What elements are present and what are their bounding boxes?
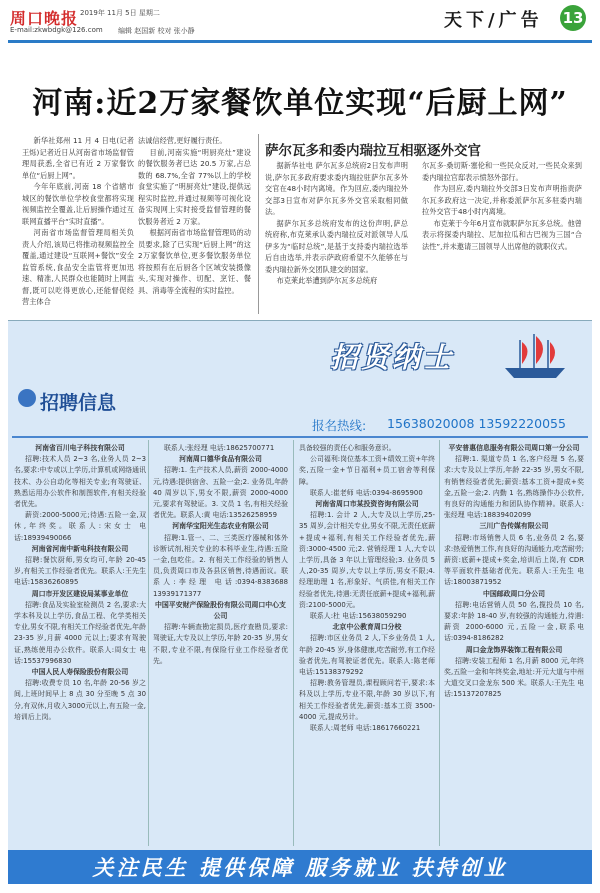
listing-text: 招聘:1. 会计 2 人,大专及以上学历,25-35 周岁,会计相关专业,男女不限,无责任底薪+提成+福利,有相关工作经验者优先,薪资:3000-4500 元;2. 营销经理 1 人,大专以上学历,具备 3 年以上管理经验;3. 业务员 5 人,20-35 周岁,大专以上学历,男女不限;4. 经理助理 1 名,形象好、气质佳,有相关工作经验者优先,待遇:无责任底薪+提成+福利,薪资:2100-5000元。 — [299, 511, 435, 609]
main-headline: 河南:近2万家餐饮单位实现“后厨上网” — [32, 86, 568, 121]
paragraph: 作为回应,委内瑞拉外交部3日发布声明指责萨尔瓦多政府这一决定,并称委派萨尔瓦多驻委内瑞拉外交官于48小时内离境。 — [422, 184, 582, 216]
ad-column1 — [14, 443, 146, 723]
listing-text: 招聘:车辆查勘定损员,医疗查勘员,要求:驾驶证,大专及以上学历,年龄 20-35 岁,男女不限,专业不限,有保险行业工作经验者优先。 — [153, 623, 288, 665]
hotline-label: 报名热线: — [312, 418, 367, 433]
ad-column2 — [153, 443, 288, 667]
company-name: 河南省百川电子科技有限公司 — [35, 444, 125, 452]
listing-text: 招聘:市区业务员 2 人,下乡业务员 1 人,年龄 20-45 岁,身体健康,吃苦耐劳,有工作经验者优先,有驾驶证者优先。联系人:陈老师 电话:15138379292 — [299, 634, 435, 677]
listing-text: 招聘:1. 渠道专员 1 名,客户经理 5 名,要求:大专及以上学历,年龄 22-35 岁,男女不限,有销售经验者优先;薪资:基本工资+提成+奖金,五险一金;2. 内勤 1 名,熟练操作办公软件,有良好的沟通能力和团队协作精神。联系人:张经理 电话:18839402099 — [444, 455, 584, 520]
column-divider — [258, 134, 259, 314]
company-name: 河南周口德华食品有限公司 — [179, 455, 262, 464]
listing-text: 联系人:张经理 电话:18625700771 — [164, 444, 275, 452]
listing-text: 薪资:2000-5000元;待遇:五险一金,双休,年终奖。联系人:宋女士 电话:18939490066 — [14, 511, 146, 542]
listing-text: 招聘:食品及实验室检测员 2 名,要求:大学本科及以上学历,食品工程、化学类相关专业,男女不限,有相关工作经验者优先,年龄 23-35 岁,月薪 4000 元以上;要求有驾驶证,熟练使用办公软件。联系人:周女士 电话:15537996830 — [14, 600, 146, 665]
paragraph: 河南省市场监督管理局相关负责人介绍,该局已将推动视频监控全覆盖,通过建设“互联网+餐饮”安全监管系统,食品安全监管将更加迅速、精准,人民群众也能随时上网监督,既可以吃得更放心,还能督促经营主体合 — [22, 228, 134, 306]
column-divider — [439, 440, 440, 846]
company-name: 中国邮政周口分公司 — [482, 589, 545, 598]
article2-column2 — [422, 160, 582, 252]
paragraph: 尔瓦多·桑切斯·塞伦和一些民众反对,一些民众来到委内瑞拉官邸表示愤怒外部行。 — [422, 161, 582, 182]
listing-text: 招聘:1. 生产技术人员,薪资 2000-4000 元,待遇:提供宿舍、五险一金;2. 业务员,年龄 40 周岁以下,男女不限,薪资 2000-4000 元,要求有驾驶证。3. 文员 1 名,有相关经验者优先。联系人:黄 电话:13526258959 — [153, 466, 288, 520]
listing-text: 联系人:周老师 电话:18617660221 — [310, 724, 421, 733]
sailing-ship-icon — [500, 330, 570, 382]
listing-text: 招聘:收费专员 10 名,年龄 20-56 岁之间,上班时间早上 8 点 30 分至晚 5 点 30 分,有双休,月收入3000元以上,有五险一金,培训后上岗。 — [14, 679, 146, 721]
listing-text: 招聘:安装工程师 1 名,月薪 8000 元,年终奖,五险一金和年终奖金,地址:开元大道与中州大道交叉口金龙东 500 米。联系人:王先生 电话:15137207825 — [444, 656, 584, 699]
paragraph: 据萨尔瓦多总统府发布的这份声明,萨总统府称,布克莱承认委内瑞拉反对派领导人瓜伊多为“临时总统”,是基于支持委内瑞拉选举后自由选举,并表示萨政府希望不久能够在与委内瑞拉新外交团队建交的国家。 — [265, 218, 408, 274]
ad-banner-title: 招贤纳士 — [330, 341, 455, 374]
recruitment-heading: 招聘信息 — [40, 392, 117, 414]
paragraph: 根据河南省市场监督管理局的动员要求,除了已实现“后厨上网”的这2万家餐饮单位,更多餐饮服务单位将按照有在后厨各个区域安装摄像头,实现对操作、切配、烹饪、餐具、消毒等全流程的实时监控。 — [138, 228, 251, 295]
company-name: 河南省河南中新电科技有限公司 — [31, 544, 129, 553]
article2-title: 萨尔瓦多和委内瑞拉互相驱逐外交官 — [265, 143, 481, 159]
paragraph: 布克莱此举遭到萨尔瓦多总统府 — [276, 276, 378, 285]
paragraph: 布克莱于今年6月宣布就职萨尔瓦多总统。他曾表示将探委内瑞拉、尼加拉瓜和古巴视为三国“合法性”,并未邀请三国领导人出席他的就职仪式。 — [422, 218, 582, 251]
paragraph: 目前,河南实施“明厨亮灶”建设的餐饮服务者已达 20.5 万家,占总数的 68.7%,全省 77%以上的学校食堂实施了“明厨亮灶”建设,提供远程实时监控,并通过视频等可视化设备实现网上实时接受监督管理的餐饮服务者近 2 万家。 — [138, 147, 251, 226]
ad-column4 — [444, 443, 584, 701]
listing-text: 招聘:教务管理员,课程顾问若干,要求:本科及以上学历,专业不限,年龄 30 岁以下,有相关工作经验者优先,薪资:基本工资 3500-4000 元,提成另计。 — [299, 679, 435, 721]
company-name: 中国平安财产保险股份有限公司周口中心支公司 — [155, 600, 286, 621]
slogan-text: 关注民生 提供保障 服务就业 扶持创业 — [92, 855, 508, 880]
listing-text: 招聘:餐饮厨师,男女均可,年龄 20-45 岁,有相关工作经验者优先。联系人:王先生 电话:15836260895 — [14, 556, 146, 587]
listing-text: 招聘:1.管一、二、三类医疗器械和体外诊断试剂,相关专业的本科毕业生,待遇:五险一金,包吃住。2. 有相关工作经验的销售人员,负责周口市及各县区销售,待遇面议。联系人:李经理 电话:0394-8383688 13939171377 — [153, 533, 288, 598]
company-name: 周口金龙饰界装饰工程有限公司 — [465, 645, 563, 654]
section-title: 天下/广告 — [444, 10, 543, 31]
bullet-icon — [18, 389, 36, 407]
paragraph: 今年年底前,河南 18 个省辖市城区的餐饮单位学校食堂都将实现视频监控全覆盖,让后厨操作通过互联网直播平台“实时直播”。 — [22, 182, 134, 226]
paragraph: 据新华社电 萨尔瓦多总统府2日发布声明说,萨尔瓦多政府要求委内瑞拉驻萨尔瓦多外交官在48小时内离境。作为回应,委内瑞拉外交部3日宣布对萨尔瓦多外交官采取相同做法。 — [265, 161, 408, 216]
listing-text: 联系人:杜 电话:15638059290 — [310, 612, 407, 621]
listing-text: 招聘:技术人员 2~3 名,业务人员 2~3 名,要求:中专或以上学历,计算机或网络通讯技术、办公自动化等相关专业;有驾驶证、熟悉运用办公软件和制图软件,有相关经验者优先。 — [14, 455, 146, 509]
article1-column1 — [22, 135, 134, 308]
ad-column3 — [299, 443, 435, 734]
header-rule — [8, 40, 592, 43]
paragraph: 新华社郑州 11 月 4 日电(记者 王烁)记者近日从河南省市场监督管理局获悉,全省已有近 2 万家餐饮单位“后厨上网”。 — [22, 136, 134, 180]
article2-column1 — [265, 160, 408, 287]
paragraph: 法诚信经营,更好履行责任。 — [138, 136, 227, 145]
company-name: 河南华宝阳光生态农业有限公司 — [172, 522, 269, 531]
ad-rule — [12, 436, 588, 438]
article1-column2 — [138, 135, 251, 296]
page-number: 13 — [560, 5, 586, 31]
company-name: 三川广告传媒有限公司 — [479, 522, 549, 531]
listing-text: 招聘:电话营销人员 50 名,揽投员 10 名,要求:年龄 18-40 岁,有较强的沟通能力,待遇:薪资 2000-6000 元,五险一金,联系电话:0394-8186282 — [444, 600, 584, 643]
hotline-numbers: 15638020008 13592220055 — [387, 416, 566, 431]
listing-text: 公司福利:岗位基本工资+绩效工资+年终奖,五险一金+节日福利+员工宿舍等利保障。 — [299, 455, 435, 486]
listing-text: 联系人:崔老师 电话:0394-8695900 — [310, 488, 423, 497]
column-divider — [293, 440, 294, 846]
issue-date: 2019年 11月 5日 星期二 — [80, 9, 160, 17]
editor-credits: 编辑 赵国新 校对 张小静 — [118, 27, 195, 35]
company-name: 河南省周口市某投资咨询有限公司 — [315, 500, 419, 509]
listing-text: 招聘:市场销售人员 6 名,业务员 2 名,要求:热爱销售工作,有良好的沟通能力,吃苦耐劳;薪资:底薪+提成+奖金,培训后上岗,有 CDR 等平面软件基础者优先。联系人:王先生 电话:18003871952 — [444, 533, 584, 587]
contact-email: E-mail:zkwbdgk@126.com — [10, 26, 103, 34]
listing-text: 具备较强的责任心和服务意识。 — [299, 444, 396, 452]
company-name: 平安普惠信息服务有限公司周口第一分公司 — [448, 444, 580, 452]
company-name: 周口市开发区建设局某事业单位 — [31, 589, 129, 598]
column-divider — [148, 440, 149, 846]
company-name: 北京中公教育周口分校 — [332, 623, 402, 632]
company-name: 中国人民人寿保险股份有限公司 — [31, 668, 129, 677]
newspaper-logo: 周口晚报 — [10, 9, 79, 28]
